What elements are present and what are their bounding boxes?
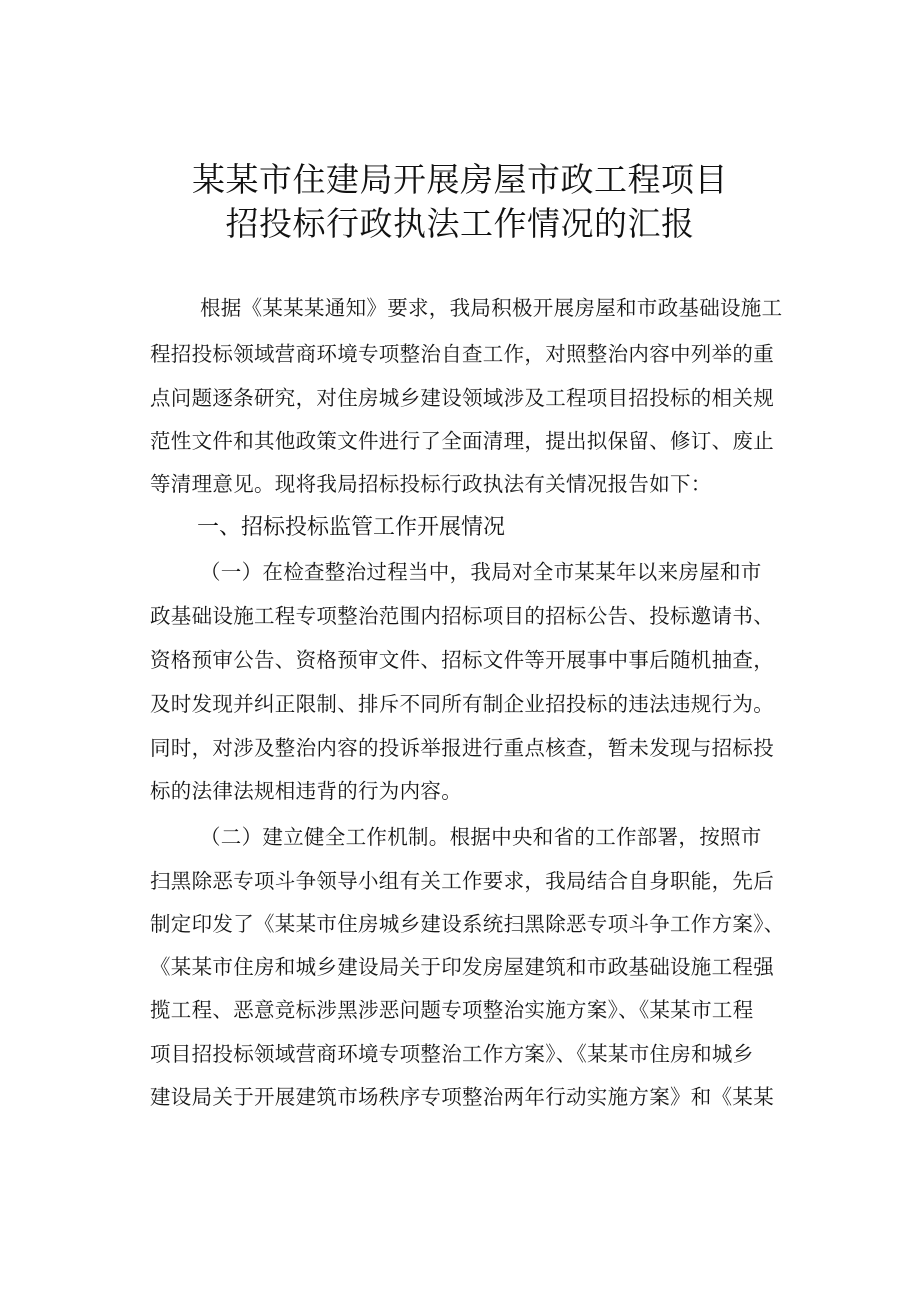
para2-line: 《某某市住房和城乡建设局关于印发房屋建筑和市政基础设施工程强	[150, 955, 774, 979]
para2-line: 建设局关于开展建筑市场秩序专项整治两年行动实施方案》和《某某	[150, 1085, 774, 1109]
intro-line: 范性文件和其他政策文件进行了全面清理，提出拟保留、修订、废止	[150, 429, 774, 453]
document-title-line-2: 招投标行政执法工作情况的汇报	[225, 204, 695, 243]
para1-line: 同时，对涉及整治内容的投诉举报进行重点核查，暂未发现与招标投	[150, 736, 774, 760]
para2-line: 扫黑除恶专项斗争领导小组有关工作要求，我局结合自身职能，先后	[150, 869, 774, 893]
para2-line: （二）建立健全工作机制。根据中央和省的工作部署，按照市	[200, 825, 762, 849]
para2-line: 揽工程、恶意竞标涉黑涉恶问题专项整治实施方案》、《某某市工程	[150, 998, 754, 1022]
para1-line: （一）在检查整治过程当中，我局对全市某某年以来房屋和市	[200, 560, 762, 584]
document-title-line-1: 某某市住建局开展房屋市政工程项目	[192, 160, 728, 199]
para2-line: 制定印发了《某某市住房城乡建设系统扫黑除恶专项斗争工作方案》、	[150, 912, 785, 936]
intro-line: 根据《某某某通知》要求，我局积极开展房屋和市政基础设施工	[200, 296, 783, 320]
para1-line: 及时发现并纠正限制、排斥不同所有制企业招投标的违法违规行为。	[150, 692, 774, 716]
intro-line: 程招投标领域营商环境专项整治自查工作，对照整治内容中列举的重	[150, 342, 774, 366]
para1-line: 标的法律法规相违背的行为内容。	[150, 779, 462, 803]
intro-line: 点问题逐条研究，对住房城乡建设领域涉及工程项目招投标的相关规	[150, 386, 774, 410]
para1-line: 政基础设施工程专项整治范围内招标项目的招标公告、投标邀请书、	[150, 604, 774, 628]
section-heading: 一、招标投标监管工作开展情况	[197, 515, 506, 540]
para2-line: 项目招投标领域营商环境专项整治工作方案》、《某某市住房和城乡	[150, 1042, 754, 1066]
intro-line: 等清理意见。现将我局招标投标行政执法有关情况报告如下：	[150, 472, 712, 496]
para1-line: 资格预审公告、资格预审文件、招标文件等开展事中事后随机抽查，	[150, 648, 774, 672]
